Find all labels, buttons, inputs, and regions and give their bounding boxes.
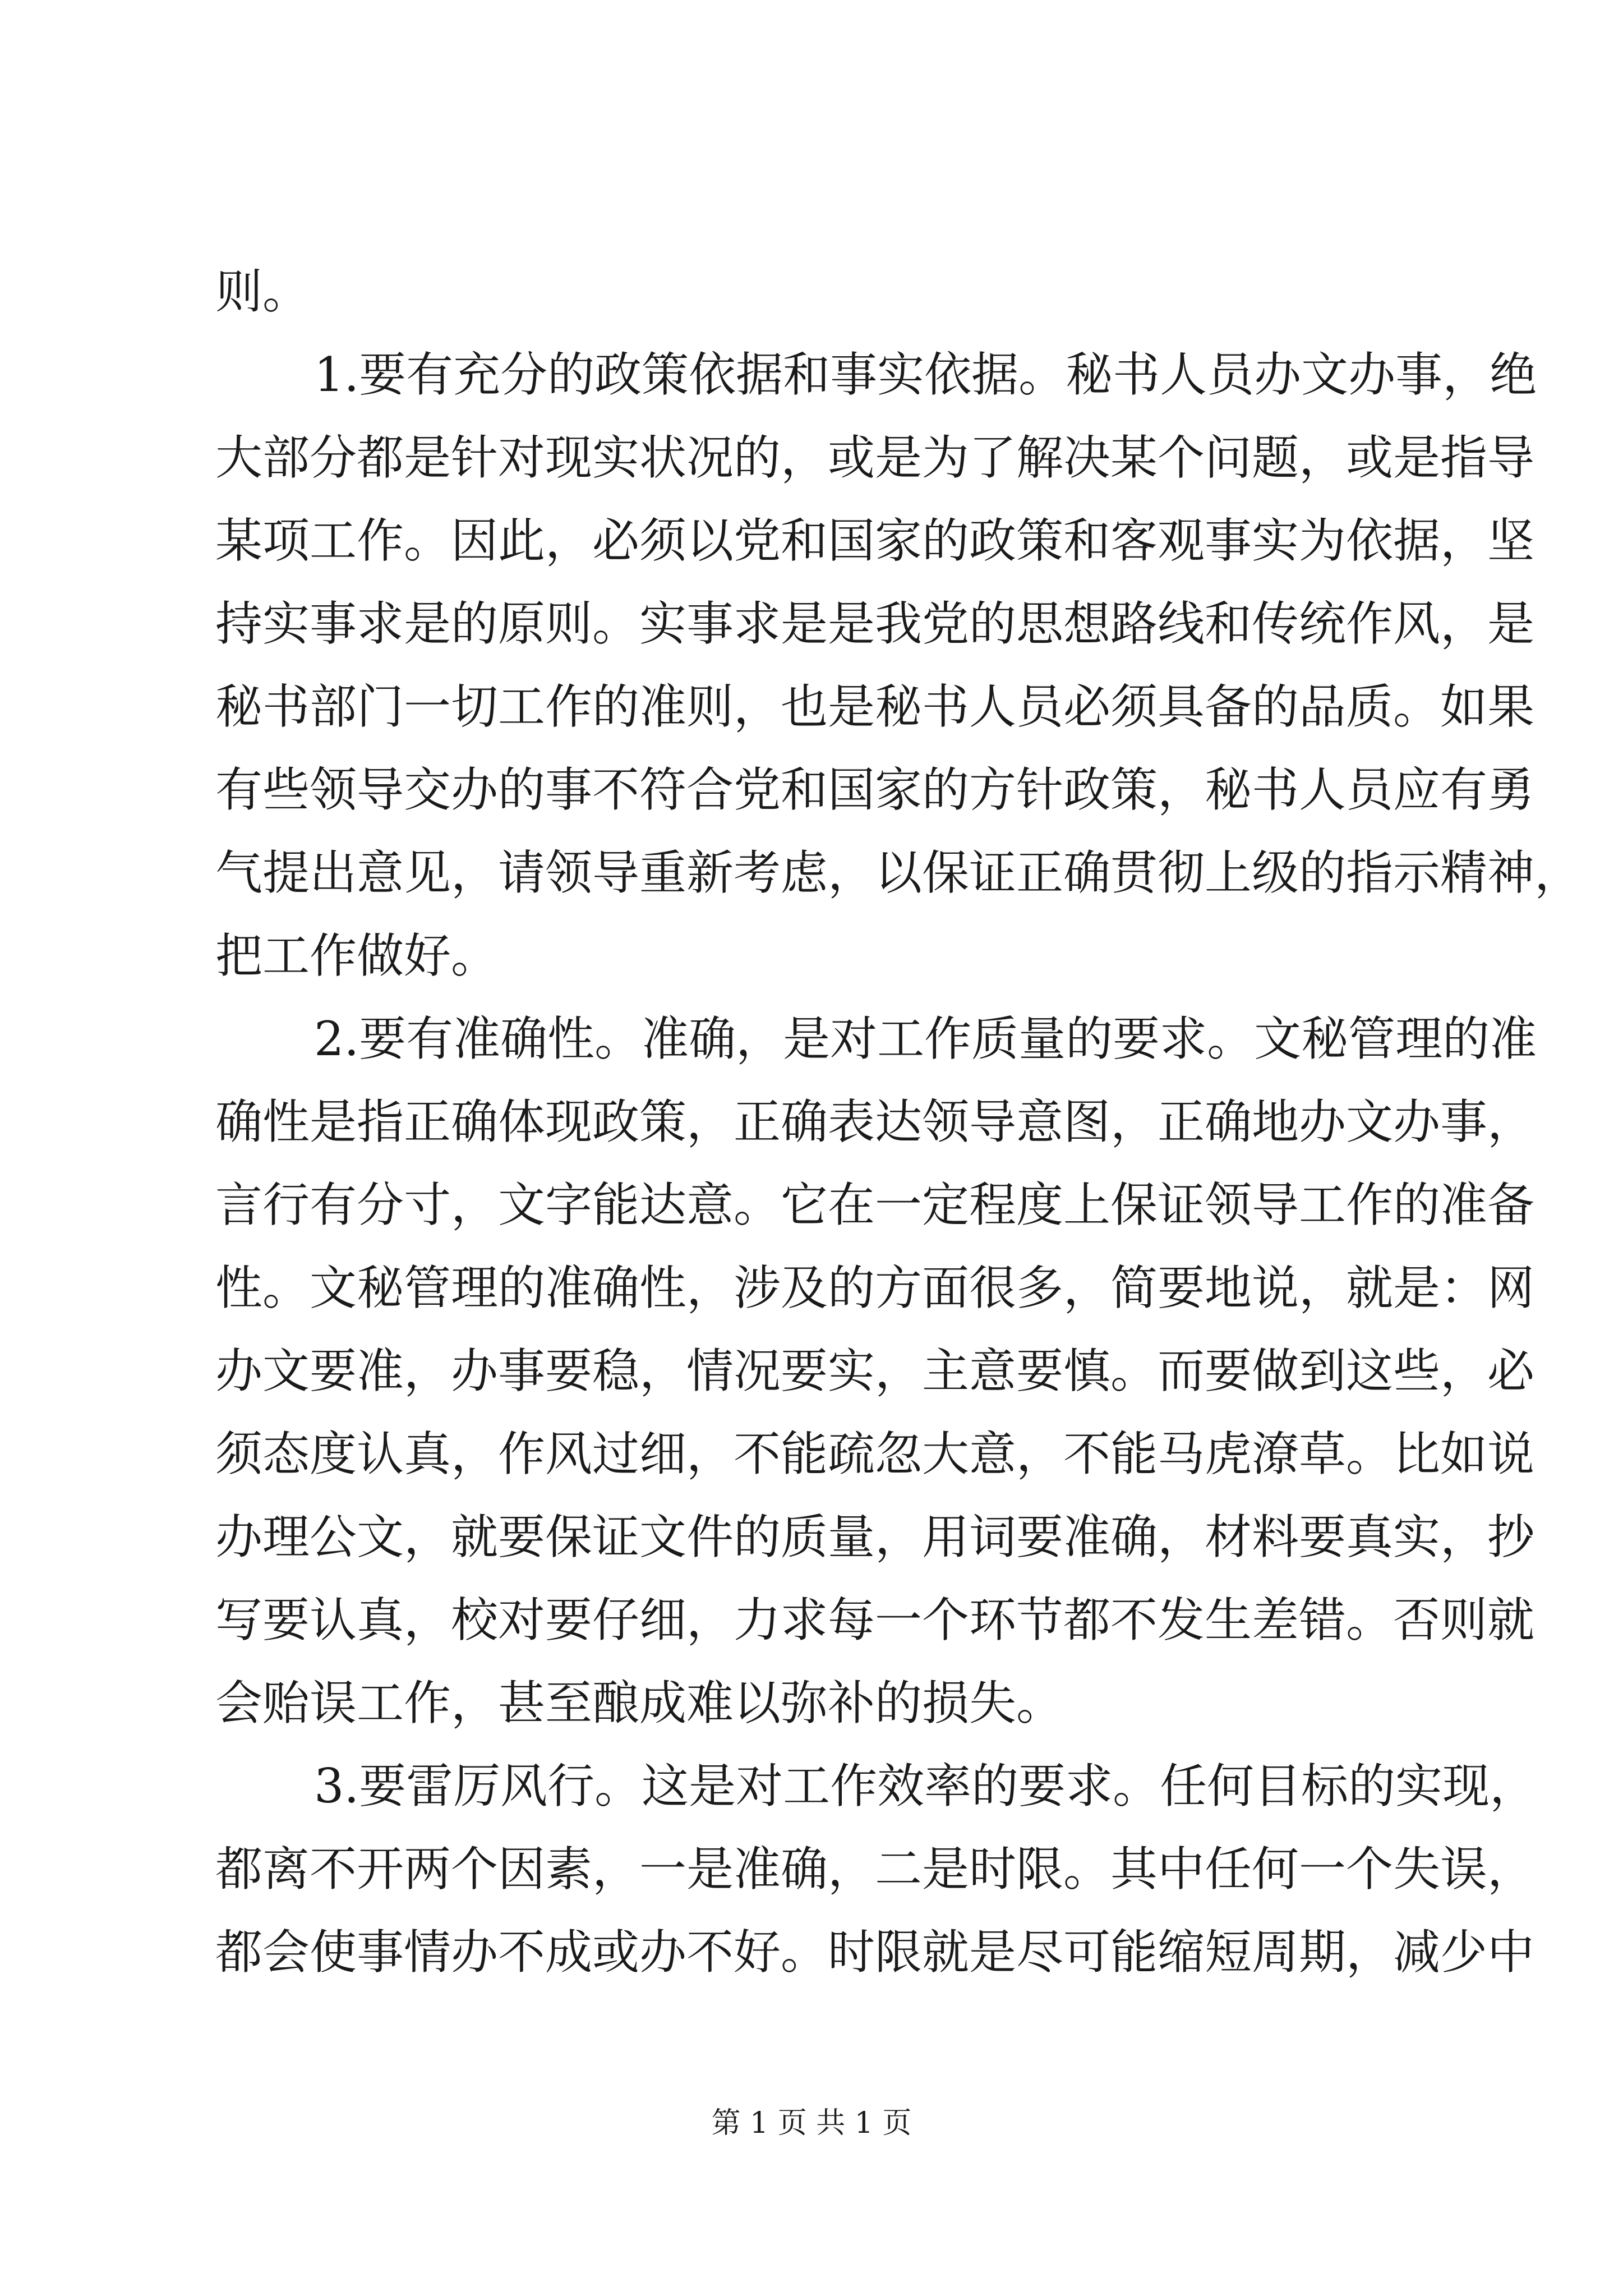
- text-line: 把工作做好。: [215, 928, 499, 983]
- text-line: 须态度认真，作风过细，不能疏忽大意，不能马虎潦草。比如说: [215, 1427, 1535, 1481]
- text-line: 持实事求是的原则。实事求是是我党的思想路线和传统作风，是: [215, 596, 1535, 651]
- text-line: 性。文秘管理的准确性，涉及的方面很多，简要地说，就是：网: [215, 1260, 1535, 1315]
- text-line: 某项工作。因此，必须以党和国家的政策和客观事实为依据，坚: [215, 513, 1535, 568]
- text-line: 秘书部门一切工作的准则，也是秘书人员必须具备的品质。如果: [215, 679, 1535, 734]
- text-line: 办文要准，办事要稳，情况要实，主意要慎。而要做到这些，必: [215, 1343, 1535, 1398]
- text-line: 有些领导交办的事不符合党和国家的方针政策，秘书人员应有勇: [215, 762, 1535, 817]
- text-line: 1.要有充分的政策依据和事实依据。秘书人员办文办事，绝: [314, 347, 1537, 402]
- text-line: 2.要有准确性。准确，是对工作质量的要求。文秘管理的准: [314, 1011, 1537, 1066]
- text-line: 大部分都是针对现实状况的，或是为了解决某个问题，或是指导: [215, 430, 1535, 485]
- text-line: 办理公文，就要保证文件的质量，用词要准确，材料要真实，抄: [215, 1510, 1535, 1565]
- text-line: 都会使事情办不成或办不好。时限就是尽可能缩短周期，减少中: [215, 1925, 1535, 1980]
- text-line: 言行有分寸，文字能达意。它在一定程度上保证领导工作的准备: [215, 1177, 1535, 1232]
- text-line: 则。: [215, 264, 310, 319]
- text-line: 写要认真，校对要仔细，力求每一个环节都不发生差错。否则就: [215, 1593, 1535, 1648]
- page-footer: 第 1 页 共 1 页: [711, 2106, 912, 2140]
- text-line: 3.要雷厉风行。这是对工作效率的要求。任何目标的实现，: [314, 1759, 1537, 1814]
- text-line: 都离不开两个因素，一是准确，二是时限。其中任何一个失误，: [215, 1842, 1535, 1897]
- text-line: 确性是指正确体现政策，正确表达领导意图，正确地办文办事，: [215, 1094, 1535, 1149]
- text-line: 会贻误工作，甚至酿成难以弥补的损失。: [215, 1676, 1064, 1731]
- text-line: 气提出意见，请领导重新考虑，以保证正确贯彻上级的指示精神，: [215, 845, 1582, 900]
